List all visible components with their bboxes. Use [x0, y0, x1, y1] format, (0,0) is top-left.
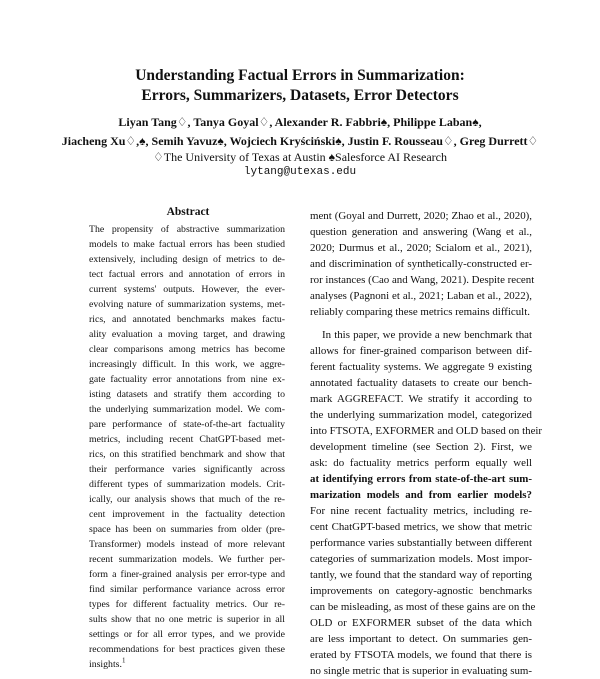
intro-line: and discrimination of synthetically-constructed er- [310, 258, 532, 270]
intro-line: tantly, we found that the standard way of reporting [310, 569, 532, 581]
author-line-1: Liyan Tang♢, Tanya Goyal♢, Alexander R. Fabbri♠, Philippe Laban♠, [118, 115, 482, 129]
abstract-line: settings or for all error types, and we provide [89, 629, 285, 640]
intro-line: into FTSOTA, EXFORMER and OLD based on their [310, 425, 543, 437]
intro-line: at identifying errors from state-of-the-art sum- [310, 473, 532, 485]
intro-line: improvements on category-agnostic benchmarks [310, 585, 532, 597]
intro-line: question generation and answering (Wang et al., [310, 226, 532, 238]
abstract-line: tect factual errors and annotation of errors in [89, 269, 285, 280]
intro-line: ror instances (Cao and Wang, 2021). Despite recent [310, 274, 535, 286]
abstract-line: increasingly difficult. In this work, we aggre- [89, 359, 285, 370]
abstract-line: space has been on summaries from older (pre- [89, 524, 285, 535]
footnote-marker: 1 [121, 656, 126, 665]
abstract-line: The propensity of abstractive summarization [89, 224, 285, 235]
intro-line: ferent factuality systems. We aggregate 9 existing [310, 361, 532, 373]
author-list [0, 113, 600, 150]
intro-line: In this paper, we provide a new benchmark that [322, 329, 532, 341]
abstract-last-text: insights. [89, 659, 122, 670]
intro-line: cent ChatGPT-based metrics, we show that metric [310, 521, 532, 533]
intro-line: annotated factuality datasets to create our bench- [310, 377, 532, 389]
abstract-line: rics, on this stratified benchmark and show that [89, 449, 285, 460]
contact-email: lytang@utexas.edu [243, 166, 357, 178]
abstract-line: different types of summarization models. Crit- [89, 479, 285, 490]
paper-title [0, 66, 600, 106]
abstract-line: clear comparisons among metrics has become [89, 344, 285, 355]
abstract-line: Transformer) models instead of more relevant [89, 539, 285, 550]
abstract-line: recent summarization models. We further per- [89, 554, 285, 565]
intro-line: are less important to detect. On summaries gen- [310, 633, 532, 645]
affiliations: ♢The University of Texas at Austin ♠Salesforce AI Research [153, 150, 447, 164]
abstract-line: models to make factual errors has been studied [89, 239, 285, 250]
abstract-line: evolving nature of summarization systems, met- [89, 299, 285, 310]
abstract-line: extensively, including design of metrics to de- [89, 254, 285, 265]
abstract-line: ically, our analysis shows that much of the re- [89, 494, 285, 505]
intro-line: development timeline (see Section 2). First, we [310, 441, 532, 453]
intro-line: OLD or EXFORMER subset of the data which [310, 617, 532, 629]
intro-line: no single metric that is superior in evaluating sum- [310, 665, 532, 677]
abstract-line: gate factuality error annotations from nine ex- [89, 374, 285, 385]
abstract-line: rics, and annotated benchmarks makes factu- [89, 314, 285, 325]
intro-line: marization models and from earlier models? [310, 489, 532, 501]
abstract-line-final [89, 657, 285, 672]
abstract-line: the underlying summarization model. We com- [89, 404, 285, 415]
intro-line: performance varies substantially between different [310, 537, 532, 549]
intro-line: 2020; Durmus et al., 2020; Scialom et al., 2021), [310, 242, 532, 254]
abstract-line: pare performance of state-of-the-art factuality [89, 419, 285, 430]
intro-line: allows for finer-grained comparison between dif- [310, 345, 532, 357]
intro-line: the underlying summarization model, categorized [310, 409, 532, 421]
title-line-2: Errors, Summarizers, Datasets, Error Detectors [141, 87, 459, 104]
abstract-line: their performance varies significantly across [89, 464, 285, 475]
intro-line: categories of summarization models. Most impor- [310, 553, 532, 565]
author-line-2: Jiacheng Xu♢,♠, Semih Yavuz♠, Wojciech Kryściński♠, Justin F. Rousseau♢, Greg Durrett♢ [61, 133, 539, 148]
abstract-line: cent improvement in the factuality detection [89, 509, 285, 520]
intro-line: reliably comparing these metrics remains difficult. [310, 306, 530, 318]
abstract-line: find similar performance variance across error [89, 584, 285, 595]
abstract-line: form a finer-grained analysis per error-type and [89, 569, 285, 580]
abstract-line: metrics, including recent ChatGPT-based met- [89, 434, 285, 445]
title-line-1: Understanding Factual Errors in Summarization: [135, 67, 465, 84]
abstract-line: types for different factuality metrics. Our re- [89, 599, 285, 610]
intro-line: ask: do factuality metrics perform equally well [310, 457, 532, 469]
intro-line: erated by FTSOTA models, we found that there is [310, 649, 532, 661]
abstract-line: current systems' outputs. However, the ever- [89, 284, 285, 295]
intro-line: can be misleading, as most of these gains are on the [310, 601, 536, 613]
abstract-heading: Abstract [166, 206, 210, 218]
abstract-line: ality evaluation a moving target, and drawing [89, 329, 285, 340]
abstract-line: sults show that no one metric is superior in all [89, 614, 285, 625]
intro-line: ment (Goyal and Durrett, 2020; Zhao et al., 2020), [310, 210, 532, 222]
abstract-line: recommendations for best practices given these [89, 644, 285, 655]
intro-line: For nine recent factuality metrics, including re- [310, 505, 532, 517]
intro-line: analyses (Pagnoni et al., 2021; Laban et al., 2022), [310, 290, 532, 302]
intro-line: mark AGGREFACT. We stratify it according to [310, 393, 532, 405]
abstract-line: isting datasets and stratify them according to [89, 389, 285, 400]
